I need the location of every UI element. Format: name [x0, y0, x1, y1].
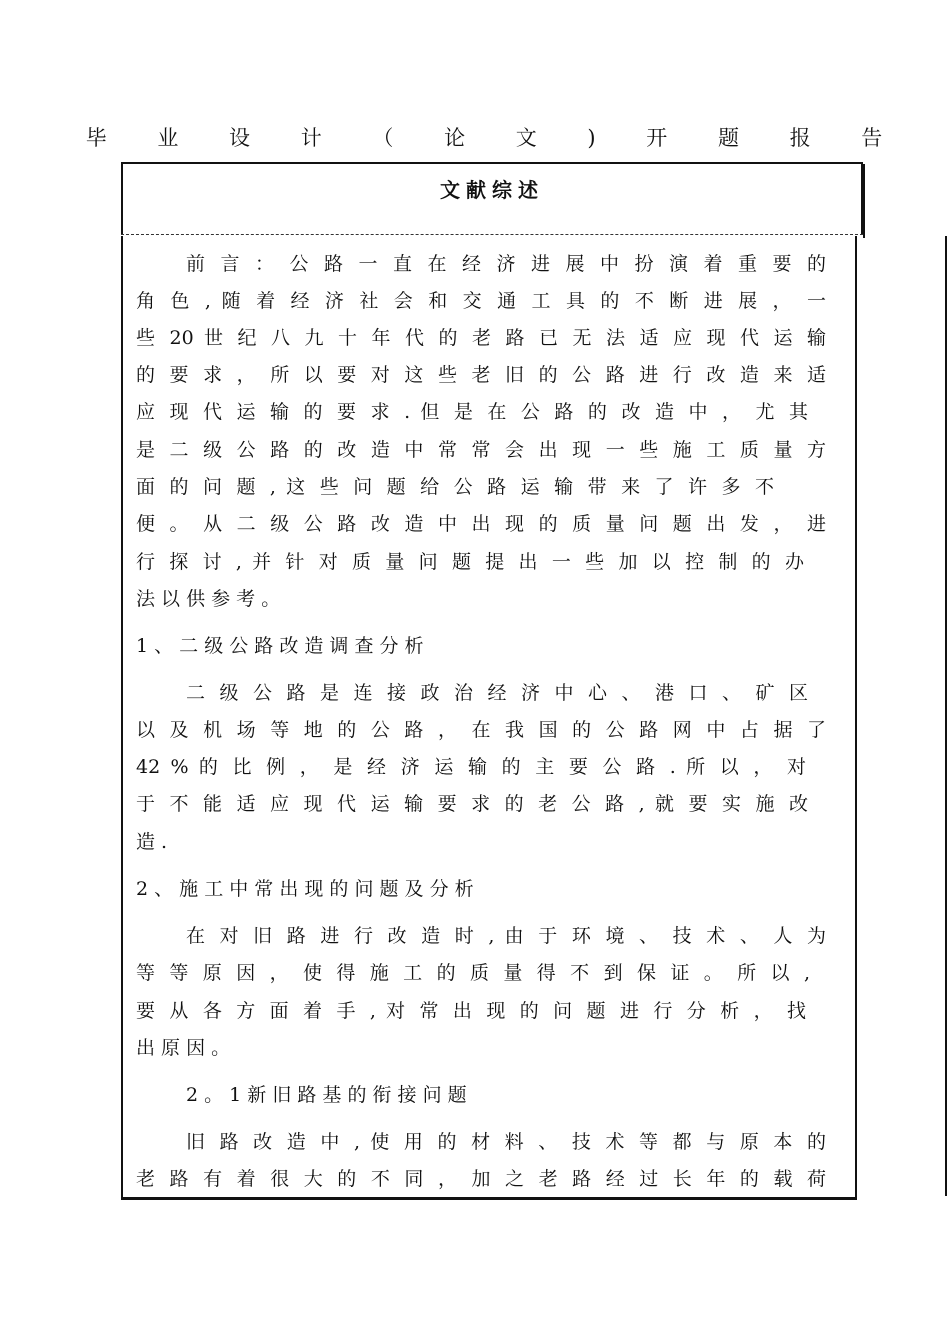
paragraph-line: 法 以 供 参 考 。: [136, 588, 281, 610]
paragraph-line: 面 的 问 题 , 这 些 问 题 给 公 路 运 输 带 来 了 许 多 不: [136, 476, 774, 498]
paragraph-line: 42 % 的 比 例 ， 是 经 济 运 输 的 主 要 公 路 . 所 以 ， 对: [136, 756, 806, 778]
paragraph-line: 在 对 旧 路 进 行 改 造 时 , 由 于 环 境 、 技 术 、 人 为: [186, 925, 826, 947]
paragraph-line: 前 言 ： 公 路 一 直 在 经 济 进 展 中 扮 演 着 重 要 的: [186, 253, 826, 275]
paragraph-line: 应 现 代 运 输 的 要 求 . 但 是 在 公 路 的 改 造 中 ， 尤 其: [136, 401, 808, 423]
paragraph-line: 是 二 级 公 路 的 改 造 中 常 常 会 出 现 一 些 施 工 质 量 方: [136, 439, 826, 461]
document-title: 毕 业 设 计 （ 论 文 ) 开 题 报 告: [85, 126, 905, 150]
paragraph-line: 旧 路 改 造 中 , 使 用 的 材 料 、 技 术 等 都 与 原 本 的: [186, 1131, 826, 1153]
page-edge-line: [945, 236, 947, 1196]
section-subheading: 2 。 1 新 旧 路 基 的 衔 接 问 题: [186, 1084, 467, 1106]
section-header-cell: [121, 162, 863, 234]
paragraph-line: 的 要 求 ， 所 以 要 对 这 些 老 旧 的 公 路 进 行 改 造 来 适: [136, 364, 826, 386]
section-heading: 文献综述: [440, 178, 544, 202]
paragraph-line: 行 探 讨 , 并 针 对 质 量 问 题 提 出 一 些 加 以 控 制 的 办: [136, 551, 804, 573]
paragraph-line: 二 级 公 路 是 连 接 政 治 经 济 中 心 、 港 口 、 矿 区: [186, 682, 808, 704]
paragraph-line: 便 。 从 二 级 公 路 改 造 中 出 现 的 质 量 问 题 出 发 ， 进: [136, 513, 826, 535]
paragraph-line: 造 .: [136, 831, 168, 853]
paragraph-line: 要 从 各 方 面 着 手 , 对 常 出 现 的 问 题 进 行 分 析 ， 找: [136, 1000, 806, 1022]
paragraph-line: 老 路 有 着 很 大 的 不 同 ， 加 之 老 路 经 过 长 年 的 载 荷: [136, 1168, 826, 1190]
paragraph-line: 出 原 因 。: [136, 1037, 231, 1059]
paragraph-line: 角 色 , 随 着 经 济 社 会 和 交 通 工 具 的 不 断 进 展 ， 一: [136, 290, 826, 312]
paragraph-line: 些 20 世 纪 八 九 十 年 代 的 老 路 已 无 法 适 应 现 代 运 输: [136, 327, 826, 349]
dashed-divider: [121, 234, 863, 235]
paragraph-line: 等 等 原 因 ， 使 得 施 工 的 质 量 得 不 到 保 证 。 所 以 ,: [136, 962, 810, 984]
section-subheading: 1 、 二 级 公 路 改 造 调 查 分 析: [136, 635, 424, 657]
paragraph-line: 以 及 机 场 等 地 的 公 路 ， 在 我 国 的 公 路 网 中 占 据 了: [136, 719, 826, 741]
section-subheading: 2 、 施 工 中 常 出 现 的 问 题 及 分 析: [136, 878, 474, 900]
paragraph-line: 于 不 能 适 应 现 代 运 输 要 求 的 老 公 路 , 就 要 实 施 改: [136, 793, 808, 815]
